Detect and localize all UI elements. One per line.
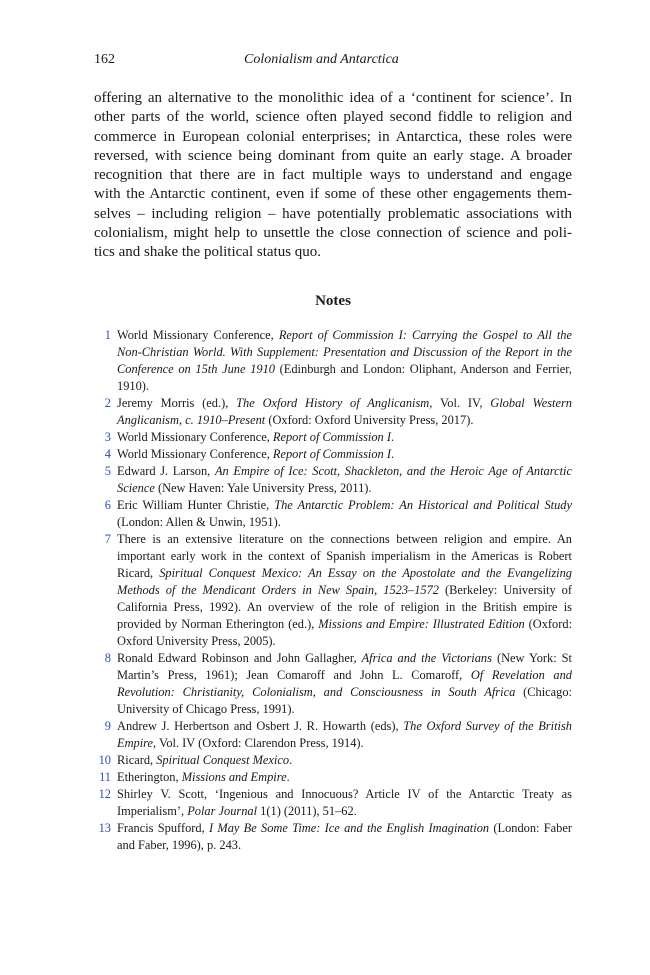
note-number-link[interactable]: 9 <box>104 718 111 733</box>
note-title-italic: The Antarctic Problem: An Historical and Political Study <box>274 497 573 512</box>
note-item <box>94 429 572 446</box>
note-number-link[interactable]: 8 <box>104 650 111 665</box>
body-line: commerce in European colonial enterprises; in Antarctica, these roles were <box>94 128 572 145</box>
body-line: offering an alternative to the monolithic idea of a ‘continent for science’. In <box>94 90 572 106</box>
note-text-run: . <box>286 769 290 784</box>
note-text-run: (Berkeley: University of California Press, 1992). An overview of the role of religion in the British empire is provided by Norman Etherington (ed.), <box>117 582 573 631</box>
notes-heading: Notes <box>315 292 351 309</box>
body-line: with the Antarctic continent, even if some of these other engagements them- <box>94 186 572 203</box>
note-text-run: Andrew J. Herbertson and Osbert J. R. Howarth (eds), <box>117 718 404 733</box>
note-text <box>117 429 572 446</box>
note-text-run: . <box>289 752 293 767</box>
note-title-italic: Report of Commission I: Carrying the Gospel to All the Non-Christian World. With Supplement: Presentation and Discussion of the Report in the Conference on 15th June 1910 <box>117 327 572 376</box>
note-number-link[interactable]: 7 <box>104 531 111 546</box>
notes-list <box>94 327 572 854</box>
note-number-link[interactable]: 13 <box>98 820 111 835</box>
note-text-run: (Chicago: University of Chicago Press, 1991). <box>117 684 572 716</box>
note-text <box>117 327 572 395</box>
note-text <box>117 446 572 463</box>
note-number-link[interactable]: 1 <box>104 327 111 342</box>
note-text <box>117 718 572 752</box>
note-number-link[interactable]: 2 <box>104 395 111 410</box>
note-text-run: There is an extensive literature on the connections between religion and empire. An important early work in the context of Spanish imperialism in the Americas is Robert Ricard, <box>117 531 572 580</box>
note-text-run: (Oxford: Oxford University Press, 2005). <box>117 616 573 648</box>
note-text <box>117 769 572 786</box>
note-text-run: (New Haven: Yale University Press, 2011). <box>154 480 372 495</box>
note-title-italic: I May Be Some Time: Ice and the English Imagination <box>208 820 490 835</box>
note-item <box>94 395 572 429</box>
running-title: Colonialism and Antarctica <box>244 52 399 67</box>
note-text-run: World Missionary Conference, <box>117 446 273 461</box>
note-text <box>117 531 572 650</box>
note-text-run: Shirley V. Scott, ‘Ingenious and Innocuous? Article IV of the Antarctic Treaty as Imperialism’, <box>117 786 572 818</box>
note-text <box>117 395 572 429</box>
note-item <box>94 718 572 752</box>
note-text <box>117 497 572 531</box>
note-title-italic: Africa and the Victorians <box>361 650 492 665</box>
note-text-run: (Edinburgh and London: Oliphant, Anderson and Ferrier, 1910). <box>117 361 572 393</box>
note-item <box>94 497 572 531</box>
note-text-run: (Oxford: Oxford University Press, 2017). <box>265 412 474 427</box>
note-text-run: Francis Spufford, <box>117 820 209 835</box>
body-line: reversed, with science being dominant from quite an early stage. A broader <box>94 147 572 164</box>
note-text-run: Etherington, <box>117 769 182 784</box>
note-title-italic: Spiritual Conquest Mexico <box>156 752 290 767</box>
note-title-italic: The Oxford History of Anglicanism <box>236 395 430 410</box>
note-text-run: World Missionary Conference, <box>117 327 279 342</box>
note-title-italic: Missions and Empire <box>181 769 287 784</box>
note-number-link[interactable]: 6 <box>104 497 111 512</box>
note-title-italic: Spiritual Conquest Mexico: An Essay on the Apostolate and the Evangelizing Methods of the Mendicant Orders in New Spain, 1523–1572 <box>117 565 572 597</box>
note-title-italic: Report of Commission I <box>272 429 391 444</box>
note-text-run: . <box>390 429 395 444</box>
body-line: selves – including religion – have potentially problematic associations with <box>94 205 572 222</box>
note-text-run: Eric William Hunter Christie, <box>117 497 275 512</box>
note-text-run: (New York: St Martin’s Press, 1961); Jean Comaroff and John L. Comaroff, <box>117 650 572 682</box>
note-item <box>94 446 572 463</box>
note-item <box>94 531 572 650</box>
note-number-link[interactable]: 11 <box>99 769 111 784</box>
note-item <box>94 769 572 786</box>
note-item <box>94 752 572 769</box>
book-page <box>94 52 572 854</box>
note-number-link[interactable]: 5 <box>104 463 111 478</box>
page-number: 162 <box>94 52 115 67</box>
body-line: tics and shake the political status quo. <box>94 244 322 261</box>
note-item <box>94 820 572 854</box>
note-item <box>94 463 572 497</box>
note-item <box>94 786 572 820</box>
note-title-italic: Of Revelation and Revolution: Christianity, Colonialism, and Consciousness in South Africa <box>117 667 572 699</box>
note-text <box>117 463 572 497</box>
body-line: other parts of the world, science often played second fiddle to religion and <box>94 109 572 126</box>
note-text-run: (London: Allen & Unwin, 1951). <box>117 514 281 529</box>
note-text-run: , Vol. IV, <box>429 395 491 410</box>
note-item <box>94 327 572 395</box>
note-text-run: 1(1) (2011), 51–62. <box>257 803 357 818</box>
note-text-run: . <box>390 446 395 461</box>
note-title-italic: Polar Journal <box>187 803 258 818</box>
note-text <box>117 820 572 854</box>
body-line: recognition that there are in fact multiple ways to understand and engage <box>94 167 572 184</box>
note-text-run: Ronald Edward Robinson and John Gallagher, <box>117 650 362 665</box>
note-number-link[interactable]: 3 <box>104 429 111 444</box>
note-text-run: Edward J. Larson, <box>117 463 215 478</box>
note-item <box>94 650 572 718</box>
running-header <box>94 52 572 72</box>
body-paragraph <box>94 89 572 263</box>
note-text <box>117 752 572 769</box>
note-text-run: Jeremy Morris (ed.), <box>117 395 237 410</box>
note-text-run: World Missionary Conference, <box>117 429 273 444</box>
note-title-italic: An Empire of Ice: Scott, Shackleton, and the Heroic Age of Antarctic Science <box>117 463 572 495</box>
note-number-link[interactable]: 4 <box>104 446 111 461</box>
note-title-italic: Missions and Empire: Illustrated Edition <box>318 616 525 631</box>
note-title-italic: Global Western Anglicanism, c. 1910–Present <box>117 395 572 427</box>
note-title-italic: Report of Commission I <box>272 446 391 461</box>
note-title-italic: The Oxford Survey of the British Empire <box>117 718 572 750</box>
note-text-run: Ricard, <box>117 752 157 767</box>
note-number-link[interactable]: 12 <box>98 786 111 801</box>
note-text <box>117 650 572 718</box>
note-text-run: (London: Faber and Faber, 1996), p. 243. <box>117 820 572 852</box>
body-line: colonialism, might help to unsettle the close connection of science and poli- <box>94 225 572 242</box>
note-text-run: , Vol. IV (Oxford: Clarendon Press, 1914). <box>153 735 364 750</box>
note-text <box>117 786 572 820</box>
note-number-link[interactable]: 10 <box>98 752 111 767</box>
